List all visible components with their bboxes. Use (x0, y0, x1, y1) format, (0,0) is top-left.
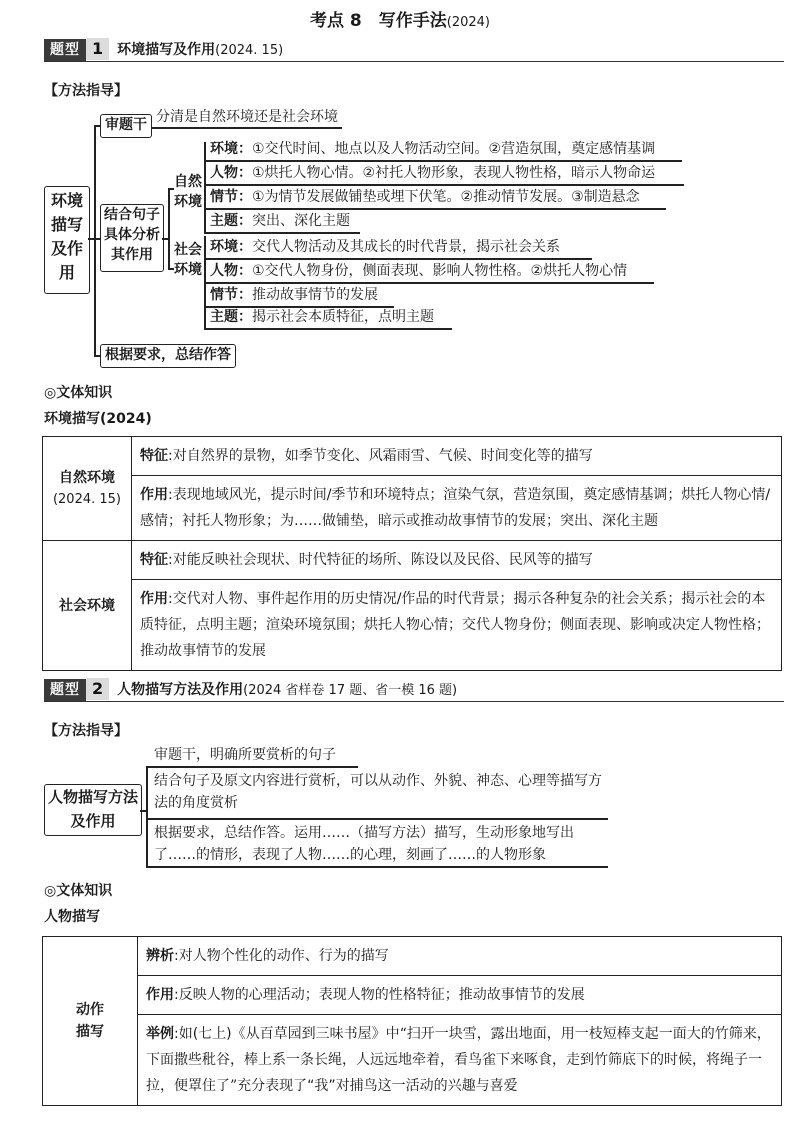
type1-natural-item-1-key: 人物： (210, 165, 252, 181)
type2-method-label: 【方法指导】 (44, 723, 128, 739)
type1-social-label: 社会环境 (174, 242, 202, 278)
type1-social-item-2 (210, 284, 378, 306)
type1-heading-sub: (2024. 15) (215, 43, 284, 58)
char-effect-key: 作用 (146, 987, 174, 1003)
type1-step2-text: 结合句子具体分析其作用 (104, 207, 160, 263)
type2-step2: 结合句子及原文内容进行赏析，可以从动作、外貌、神态、心理等描写方法的角度赏析 (154, 773, 602, 811)
env-natural-effect-text: :表现地域风光，提示时间/季节和环境特点；渲染气氛，营造氛围，奠定感情基调；烘托人物心情/感情；衬托人物形象；为……做铺垫，暗示或推动故事情节的发展；突出、深化主题 (140, 487, 771, 529)
type2-trunk-line (146, 766, 148, 866)
type2-heading-sub: (2024 省样卷 17 题、省一模 16 题) (243, 683, 458, 698)
type1-social-item-0 (210, 236, 560, 258)
type2-badge: 题型 (44, 679, 86, 701)
env-row-natural-feature (43, 437, 782, 476)
env-social-feature (132, 541, 782, 580)
page-title-year: (2024) (446, 15, 490, 30)
env-social-feature-key: 特征 (140, 552, 168, 568)
char-row-example (43, 1015, 782, 1106)
type1-natural-item-3-key: 主题： (210, 213, 252, 229)
type1-social-item-2-value: 推动故事情节的发展 (252, 287, 378, 303)
type1-method-label: 【方法指导】 (44, 83, 128, 99)
char-example-key: 举例 (146, 1026, 174, 1042)
type1-social-item-0-value: 交代人物活动及其成长的时代背景，揭示社会关系 (252, 239, 560, 255)
type2-root-text: 人物描写方法及作用 (47, 788, 138, 830)
char-example (138, 1015, 782, 1106)
type1-social-item-3-key: 主题： (210, 309, 252, 325)
type1-trunk-line (94, 126, 96, 356)
type1-step1-connector (94, 125, 100, 127)
char-analysis-text: :对人物个性化的动作、行为的描写 (174, 948, 389, 964)
page-title (0, 6, 800, 31)
char-analysis-key: 辨析 (146, 948, 174, 964)
type1-natural-item-2-key: 情节： (210, 189, 252, 205)
type1-natural-item-3 (210, 210, 350, 232)
type1-natural-bracket (204, 142, 206, 232)
char-table (42, 936, 782, 1106)
type1-natural-connector (168, 188, 174, 190)
type2-root-connector (140, 810, 148, 812)
env-natural-feature-text: :对自然界的景物，如季节变化、风霜雨雪、气候、时间变化等的描写 (168, 448, 593, 464)
env-natural-head (43, 437, 132, 541)
env-row-social-feature (43, 541, 782, 580)
env-natural-feature-key: 特征 (140, 448, 168, 464)
type1-natural-item-3-value: 突出、深化主题 (252, 213, 350, 229)
type1-num: 1 (86, 38, 109, 60)
type1-divider (44, 61, 784, 62)
type2-knowledge-label: ◎文体知识 (44, 883, 113, 899)
type1-social-underline-3 (204, 328, 452, 330)
env-social-effect (132, 580, 782, 671)
char-row-analysis (43, 937, 782, 976)
type1-natural-item-0 (210, 138, 655, 160)
env-natural-feature (132, 437, 782, 476)
env-social-head: 社会环境 (43, 541, 132, 671)
char-example-end: 充分表现了“我”对捕鸟这一活动的兴趣与喜爱 (237, 1078, 518, 1094)
type2-step3-underline (146, 866, 608, 868)
type1-social-item-1-value: ①交代人物身份，侧面表现、影响人物性格。②烘托人物心情 (252, 263, 628, 279)
type1-natural-label: 自然环境 (174, 174, 202, 210)
type1-step2-box (100, 204, 164, 272)
type1-heading: 环境描写及作用 (117, 42, 216, 58)
char-example-book: 《从百草园到三味书屋》 (231, 1026, 386, 1042)
type2-heading: 人物描写方法及作用 (117, 682, 244, 698)
char-row-effect (43, 976, 782, 1015)
type2-step1-underline (146, 766, 358, 768)
type1-social-item-2-key: 情节： (210, 287, 252, 303)
type1-natural-item-1 (210, 162, 655, 184)
char-effect-text: :反映人物的心理活动；表现人物的性格特征；推动故事情节的发展 (174, 987, 585, 1003)
type1-step2-connector (94, 238, 100, 240)
type1-knowledge-label: ◎文体知识 (44, 385, 113, 401)
type2-num: 2 (86, 678, 109, 700)
char-head-text: 动作描写 (76, 1002, 104, 1040)
env-social-effect-text: :交代对人物、事件起作用的历史情况/作品的时代背景；揭示各种复杂的社会关系；揭示社会的本质特征，点明主题；渲染环境氛围；烘托人物心情；交代人物身份；侧面表现、影响或决定人物性格；推动故事情节的发展 (140, 591, 770, 659)
env-social-effect-key: 作用 (140, 591, 168, 607)
type1-step2-branch-connector (162, 238, 169, 240)
type1-step1-box: 审题干 (100, 114, 152, 138)
char-effect (138, 976, 782, 1015)
type1-badge: 题型 (44, 39, 86, 61)
type1-natural-item-0-value: ①交代时间、地点以及人物活动空间。②营造氛围，奠定感情基调 (252, 141, 656, 157)
type1-social-connector (168, 268, 174, 270)
env-natural-head-year: (2024. 15) (52, 491, 122, 507)
type2-knowledge-sub: 人物描写 (44, 909, 100, 925)
type1-root-box (44, 186, 90, 294)
type1-social-item-0-key: 环境： (210, 239, 252, 255)
type1-step1-underline (152, 127, 342, 129)
type2-step1: 审题干，明确所要赏析的句子 (154, 747, 336, 763)
char-head (43, 937, 138, 1106)
env-social-feature-text: :对能反映社会现状、时代特征的场所、陈设以及民俗、民风等的描写 (168, 552, 593, 568)
type1-natural-item-1-value: ①烘托人物心情。②衬托人物形象，表现人物性格，暗示人物命运 (252, 165, 656, 181)
type1-social-item-3 (210, 306, 434, 328)
type1-root-text: 环境描写及作用 (50, 191, 83, 282)
type1-social-item-3-value: 揭示社会本质特征，点明主题 (252, 309, 434, 325)
env-natural-effect (132, 476, 782, 541)
type2-header (44, 678, 457, 700)
type1-knowledge-sub: 环境描写(2024) (44, 411, 152, 427)
env-table (42, 436, 782, 671)
type1-social-item-1 (210, 260, 627, 282)
type1-step2-branch-line (168, 188, 170, 268)
char-example-pre: :如(七上) (174, 1026, 232, 1042)
env-row-social-effect (43, 580, 782, 671)
env-row-natural-effect (43, 476, 782, 541)
env-natural-effect-key: 作用 (140, 487, 168, 503)
type1-social-item-1-key: 人物： (210, 263, 252, 279)
type1-natural-item-2-value: ①为情节发展做铺垫或埋下伏笔。②推动情节发展。③制造悬念 (252, 189, 640, 205)
type1-step3-connector (94, 355, 100, 357)
char-analysis (138, 937, 782, 976)
type1-natural-item-0-key: 环境： (210, 141, 252, 157)
type1-natural-item-2 (210, 186, 640, 208)
type1-header (44, 38, 283, 60)
char-example-quote: 中“扫开一块雪，露出地面，用一枝短棒支起一面大的竹筛来，下面撒些秕谷，棒上系一条长绳，人远远地牵着，看鸟雀下来啄食，走到竹筛底下的时候，将绳子一拉，便罩住了” (146, 1026, 771, 1094)
page-title-text: 考点 8 写作手法 (310, 11, 447, 31)
env-natural-head-text: 自然环境 (59, 469, 115, 486)
type2-root-box (44, 784, 142, 836)
type1-step1-text: 分清是自然环境还是社会环境 (156, 109, 338, 125)
type2-divider (44, 701, 784, 702)
type1-step3-box: 根据要求，总结作答 (100, 344, 236, 368)
type2-step2-underline (146, 818, 608, 820)
type1-natural-underline-3 (204, 232, 360, 234)
type2-step3: 根据要求，总结作答。运用……（描写方法）描写，生动形象地写出了……的情形，表现了人物……的心理，刻画了……的人物形象 (154, 825, 574, 863)
